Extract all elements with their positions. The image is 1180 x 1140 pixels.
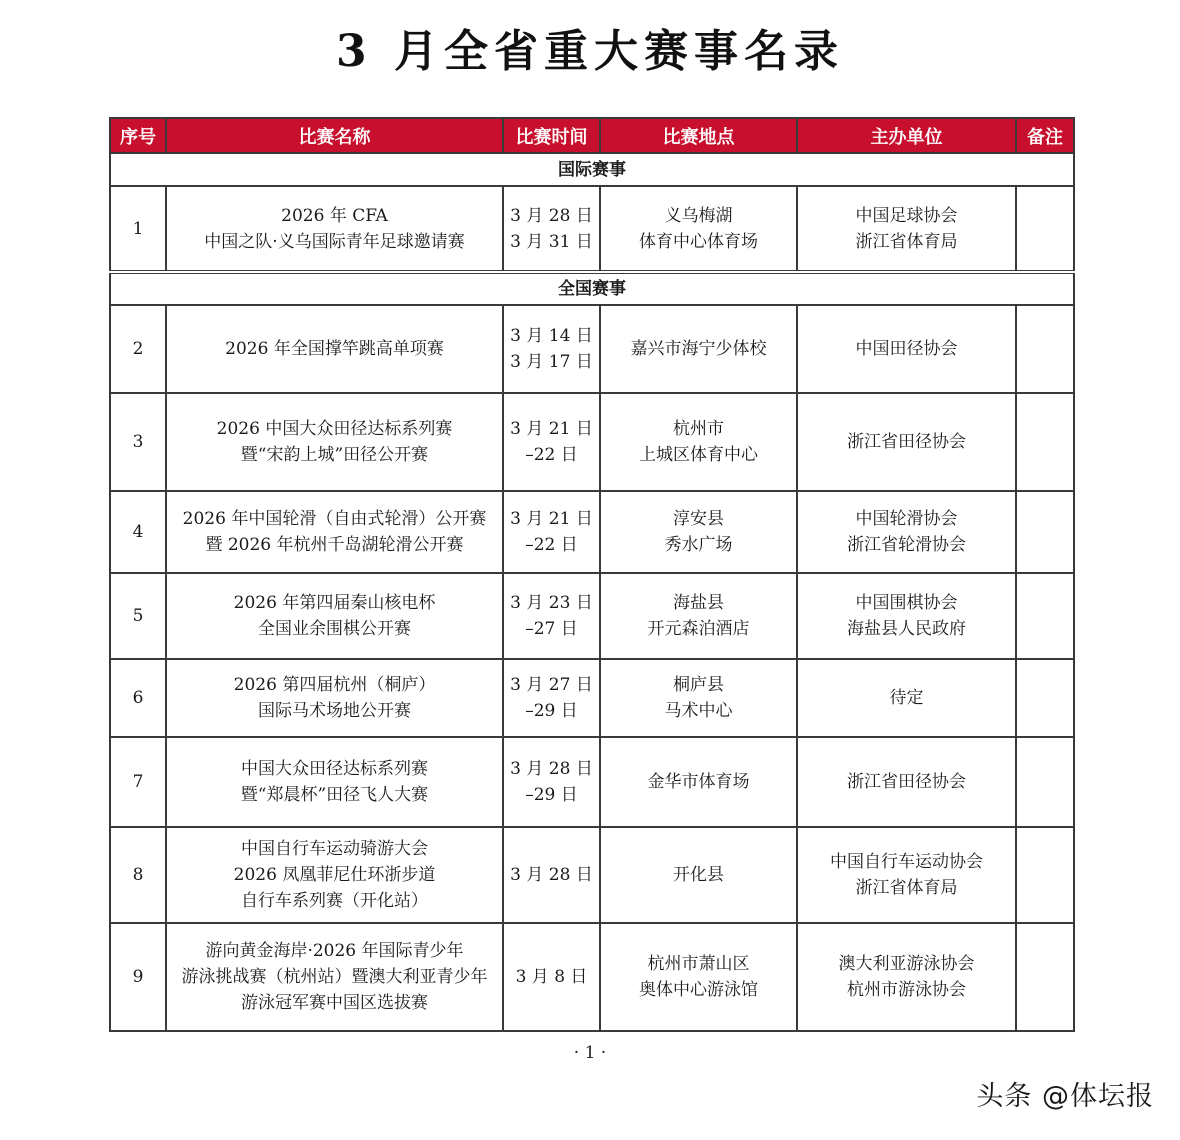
cell-organizer <box>797 305 1016 393</box>
cell-organizer-line: 待定 <box>889 688 924 708</box>
cell-name <box>166 393 503 491</box>
cell-index: 4 <box>110 491 166 573</box>
cell-venue-line: 开元森泊酒店 <box>647 619 750 639</box>
cell-name-line: 暨 2026 年杭州千岛湖轮滑公开赛 <box>205 535 464 555</box>
cell-remark <box>1016 827 1074 923</box>
cell-venue-line: 杭州市萧山区 <box>647 954 750 974</box>
cell-time-line: 3 月 28 日 <box>510 865 593 885</box>
cell-venue <box>600 827 797 923</box>
header-index: 序号 <box>110 118 166 153</box>
cell-venue-line: 义乌梅湖 <box>664 205 733 226</box>
cell-index: 1 <box>110 186 166 272</box>
cell-index: 2 <box>110 305 166 393</box>
race-schedule-table <box>109 117 1075 1032</box>
cell-remark <box>1016 659 1074 737</box>
cell-name-line: 2026 第四届杭州（桐庐） <box>233 675 436 695</box>
cell-name-line: 自行车系列赛（开化站） <box>241 891 428 911</box>
cell-time <box>503 659 600 737</box>
cell-organizer-line: 浙江省体育局 <box>855 231 958 252</box>
cell-venue <box>600 573 797 659</box>
cell-name-line: 2026 年 CFA <box>281 205 388 226</box>
cell-time <box>503 186 600 272</box>
header-venue: 比赛地点 <box>600 118 797 153</box>
cell-organizer <box>797 491 1016 573</box>
cell-time-line: 3 月 21 日 <box>510 509 593 529</box>
cell-remark <box>1016 305 1074 393</box>
cell-venue-line: 嘉兴市海宁少体校 <box>630 339 767 359</box>
cell-organizer-line: 杭州市游泳协会 <box>847 980 966 1000</box>
cell-name <box>166 737 503 827</box>
cell-organizer-line: 浙江省田径协会 <box>847 432 966 452</box>
header-time: 比赛时间 <box>503 118 600 153</box>
cell-time-line: –29 日 <box>525 701 578 721</box>
cell-name-line: 2026 年中国轮滑（自由式轮滑）公开赛 <box>182 509 487 529</box>
cell-name-line: 2026 凤凰菲尼仕环浙步道 <box>233 865 436 885</box>
cell-venue-line: 桐庐县 <box>673 675 724 695</box>
cell-time-line: 3 月 31 日 <box>510 231 593 252</box>
cell-name-line: 2026 年第四届秦山核电杯 <box>233 593 436 613</box>
cell-name-line: 游泳挑战赛（杭州站）暨澳大利亚青少年 <box>181 967 488 987</box>
cell-venue-line: 马术中心 <box>664 701 733 721</box>
cell-name-line: 2026 中国大众田径达标系列赛 <box>216 419 453 439</box>
cell-organizer <box>797 659 1016 737</box>
cell-name-line: 游向黄金海岸·2026 年国际青少年 <box>205 941 464 961</box>
cell-time-line: 3 月 28 日 <box>510 759 593 779</box>
cell-name-line: 全国业余围棋公开赛 <box>258 619 411 639</box>
section-label: 全国赛事 <box>110 272 1074 305</box>
cell-name-line: 中国自行车运动骑游大会 <box>241 839 428 859</box>
cell-remark <box>1016 923 1074 1031</box>
page-number: · 1 · <box>573 1043 607 1063</box>
cell-organizer-line: 浙江省体育局 <box>855 878 958 898</box>
cell-name <box>166 573 503 659</box>
section-row <box>110 272 1074 305</box>
cell-name <box>166 186 503 272</box>
cell-time <box>503 737 600 827</box>
cell-organizer-line: 中国足球协会 <box>855 205 958 226</box>
cell-index: 7 <box>110 737 166 827</box>
cell-name <box>166 659 503 737</box>
cell-venue <box>600 186 797 272</box>
cell-time-line: –22 日 <box>525 535 578 555</box>
cell-venue-line: 体育中心体育场 <box>639 231 758 252</box>
cell-organizer-line: 浙江省轮滑协会 <box>847 535 966 555</box>
cell-time <box>503 305 600 393</box>
header-row <box>110 118 1074 153</box>
cell-name-line: 游泳冠军赛中国区选拔赛 <box>241 993 428 1013</box>
table-row <box>110 393 1074 491</box>
cell-remark <box>1016 491 1074 573</box>
cell-index: 8 <box>110 827 166 923</box>
section-row <box>110 153 1074 186</box>
cell-venue <box>600 393 797 491</box>
table-row <box>110 186 1074 272</box>
cell-time <box>503 923 600 1031</box>
cell-organizer <box>797 573 1016 659</box>
cell-venue <box>600 491 797 573</box>
cell-venue-line: 上城区体育中心 <box>639 445 758 465</box>
cell-organizer-line: 中国田径协会 <box>855 339 958 359</box>
cell-organizer-line: 中国围棋协会 <box>855 593 958 613</box>
cell-organizer <box>797 393 1016 491</box>
watermark: 头条 @体坛报 <box>976 1081 1154 1112</box>
header-name: 比赛名称 <box>166 118 503 153</box>
cell-time-line: –27 日 <box>525 619 578 639</box>
cell-time <box>503 573 600 659</box>
cell-time-line: 3 月 28 日 <box>510 205 593 226</box>
cell-organizer-line: 中国轮滑协会 <box>855 509 958 529</box>
cell-name-line: 暨“郑晨杯”田径飞人大赛 <box>240 785 429 805</box>
cell-name-line: 中国之队·义乌国际青年足球邀请赛 <box>204 231 465 252</box>
table-row <box>110 827 1074 923</box>
cell-organizer-line: 中国自行车运动协会 <box>830 852 983 872</box>
cell-time-line: 3 月 27 日 <box>510 675 593 695</box>
cell-venue <box>600 737 797 827</box>
cell-name-line: 2026 年全国撑竿跳高单项赛 <box>225 339 444 359</box>
cell-organizer-line: 澳大利亚游泳协会 <box>838 954 975 974</box>
cell-venue-line: 杭州市 <box>673 419 724 439</box>
cell-name <box>166 923 503 1031</box>
cell-venue-line: 开化县 <box>673 865 724 885</box>
cell-time-line: 3 月 21 日 <box>510 419 593 439</box>
table-header <box>110 118 1074 153</box>
cell-name <box>166 827 503 923</box>
cell-organizer <box>797 737 1016 827</box>
table-row <box>110 573 1074 659</box>
table-row <box>110 305 1074 393</box>
table-row <box>110 737 1074 827</box>
cell-organizer <box>797 923 1016 1031</box>
cell-name <box>166 491 503 573</box>
cell-time-line: 3 月 8 日 <box>515 967 588 987</box>
cell-remark <box>1016 393 1074 491</box>
cell-time-line: –29 日 <box>525 785 578 805</box>
cell-index: 3 <box>110 393 166 491</box>
cell-venue-line: 金华市体育场 <box>647 772 750 792</box>
table-row <box>110 491 1074 573</box>
cell-name-line: 国际马术场地公开赛 <box>258 701 411 721</box>
cell-time <box>503 491 600 573</box>
table-row <box>110 659 1074 737</box>
cell-remark <box>1016 737 1074 827</box>
table-body <box>110 153 1074 1031</box>
cell-remark <box>1016 186 1074 272</box>
cell-name <box>166 305 503 393</box>
cell-organizer-line: 海盐县人民政府 <box>847 619 966 639</box>
cell-venue <box>600 659 797 737</box>
header-remark: 备注 <box>1016 118 1074 153</box>
cell-venue-line: 奥体中心游泳馆 <box>639 980 758 1000</box>
cell-time <box>503 827 600 923</box>
cell-time-line: –22 日 <box>525 445 578 465</box>
cell-organizer-line: 浙江省田径协会 <box>847 772 966 792</box>
cell-name-line: 中国大众田径达标系列赛 <box>241 759 428 779</box>
cell-time-line: 3 月 14 日 <box>510 326 593 346</box>
cell-venue-line: 淳安县 <box>673 509 724 529</box>
cell-index: 6 <box>110 659 166 737</box>
cell-time-line: 3 月 17 日 <box>510 352 593 372</box>
cell-venue <box>600 305 797 393</box>
section-label: 国际赛事 <box>110 153 1074 186</box>
cell-time <box>503 393 600 491</box>
cell-venue <box>600 923 797 1031</box>
cell-time-line: 3 月 23 日 <box>510 593 593 613</box>
cell-index: 5 <box>110 573 166 659</box>
document-title: 3 月全省重大赛事名录 <box>336 26 844 77</box>
cell-name-line: 暨“宋韵上城”田径公开赛 <box>240 445 429 465</box>
cell-organizer <box>797 827 1016 923</box>
cell-remark <box>1016 573 1074 659</box>
table-row <box>110 923 1074 1031</box>
header-organizer: 主办单位 <box>797 118 1016 153</box>
cell-organizer <box>797 186 1016 272</box>
cell-index: 9 <box>110 923 166 1031</box>
cell-venue-line: 海盐县 <box>673 593 724 613</box>
cell-venue-line: 秀水广场 <box>664 535 733 555</box>
